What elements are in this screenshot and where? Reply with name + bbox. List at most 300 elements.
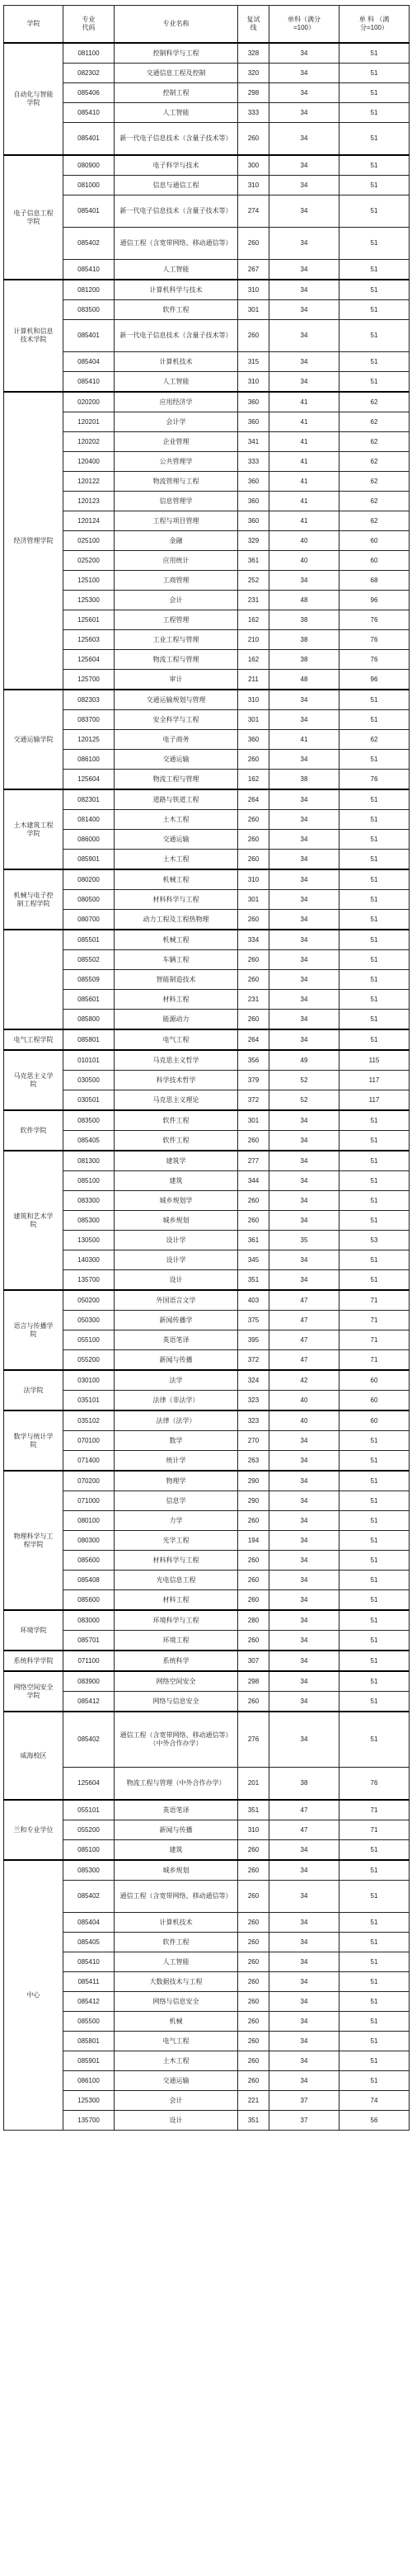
single-a-cell: 34 [269, 910, 339, 930]
single-b-cell: 51 [339, 1881, 410, 1913]
table-header-row [4, 6, 410, 44]
single-a-cell: 34 [269, 123, 339, 156]
total-cell: 260 [238, 830, 269, 850]
single-b-cell: 51 [339, 690, 410, 710]
single-a-cell: 34 [269, 1110, 339, 1131]
code-cell: 030501 [63, 1090, 115, 1111]
code-cell: 082302 [63, 64, 115, 83]
single-b-cell: 56 [339, 2111, 410, 2131]
name-cell: 土木工程 [115, 850, 238, 870]
college-cell [4, 930, 63, 1029]
single-a-cell: 34 [269, 1531, 339, 1551]
table-row [4, 2111, 410, 2131]
name-cell: 马克思主义哲学 [115, 1050, 238, 1071]
total-cell: 194 [238, 1531, 269, 1551]
single-a-cell: 47 [269, 1330, 339, 1350]
total-cell: 260 [238, 850, 269, 870]
code-cell: 135700 [63, 2111, 115, 2131]
total-cell: 333 [238, 452, 269, 472]
total-cell: 260 [238, 1131, 269, 1151]
code-cell: 085401 [63, 320, 115, 352]
name-cell: 材料科学与工程 [115, 1551, 238, 1571]
total-cell: 395 [238, 1330, 269, 1350]
single-a-cell: 34 [269, 890, 339, 910]
table-row [4, 930, 410, 950]
code-cell: 080100 [63, 1511, 115, 1531]
single-a-cell: 34 [269, 1972, 339, 1992]
code-cell: 083700 [63, 710, 115, 730]
table-row [4, 228, 410, 260]
single-b-cell: 51 [339, 1451, 410, 1472]
name-cell: 计算机科学与技术 [115, 280, 238, 300]
total-cell: 310 [238, 280, 269, 300]
single-a-cell: 34 [269, 372, 339, 393]
name-cell: 工程与项目管理 [115, 511, 238, 531]
total-cell: 298 [238, 1671, 269, 1692]
single-b-cell: 51 [339, 195, 410, 228]
name-cell: 物理学 [115, 1471, 238, 1491]
total-cell: 277 [238, 1151, 269, 1171]
name-cell: 信息管理学 [115, 492, 238, 511]
single-b-cell: 51 [339, 1992, 410, 2012]
single-b-cell: 60 [339, 1391, 410, 1411]
name-cell: 计算机技术 [115, 1913, 238, 1933]
single-a-cell: 41 [269, 511, 339, 531]
total-cell: 307 [238, 1651, 269, 1671]
name-cell: 大数据技术与工程 [115, 1972, 238, 1992]
single-b-cell: 51 [339, 1551, 410, 1571]
table-row [4, 64, 410, 83]
table-row [4, 1231, 410, 1250]
total-cell: 276 [238, 1712, 269, 1768]
single-a-cell: 42 [269, 1370, 339, 1391]
single-b-cell: 76 [339, 610, 410, 630]
code-cell: 085501 [63, 930, 115, 950]
code-cell: 130500 [63, 1231, 115, 1250]
single-b-cell: 51 [339, 1511, 410, 1531]
total-cell: 162 [238, 650, 269, 670]
single-b-cell: 76 [339, 650, 410, 670]
single-b-cell: 71 [339, 1290, 410, 1311]
name-cell: 土木工程 [115, 810, 238, 830]
code-cell: 085405 [63, 1131, 115, 1151]
table-row [4, 730, 410, 750]
single-a-cell: 34 [269, 571, 339, 591]
single-a-cell: 34 [269, 2032, 339, 2051]
name-cell: 工商管理 [115, 571, 238, 591]
single-a-cell: 41 [269, 730, 339, 750]
table-row [4, 1551, 410, 1571]
table-row [4, 392, 410, 412]
name-cell: 智能制造技术 [115, 970, 238, 990]
total-cell: 260 [238, 970, 269, 990]
total-cell: 260 [238, 2012, 269, 2032]
code-cell: 085800 [63, 1010, 115, 1030]
name-cell: 人工智能 [115, 103, 238, 123]
table-row [4, 1972, 410, 1992]
header-total: 复试 线 [238, 6, 269, 44]
code-cell: 085300 [63, 1211, 115, 1231]
single-a-cell: 34 [269, 1933, 339, 1952]
single-b-cell: 51 [339, 930, 410, 950]
single-b-cell: 51 [339, 1270, 410, 1291]
code-cell: 085408 [63, 1571, 115, 1590]
code-cell: 081400 [63, 810, 115, 830]
single-b-cell: 51 [339, 990, 410, 1010]
name-cell: 工程管理 [115, 610, 238, 630]
single-b-cell: 51 [339, 83, 410, 103]
single-b-cell: 62 [339, 492, 410, 511]
code-cell: 050300 [63, 1311, 115, 1330]
name-cell: 设计 [115, 1270, 238, 1291]
name-cell: 人工智能 [115, 1952, 238, 1972]
table-body [4, 43, 410, 2131]
name-cell: 新一代电子信息技术（含量子技术等） [115, 195, 238, 228]
total-cell: 264 [238, 1029, 269, 1050]
name-cell: 城乡规划 [115, 1211, 238, 1231]
name-cell: 外国语言文学 [115, 1290, 238, 1311]
name-cell: 机械 [115, 2012, 238, 2032]
single-a-cell: 34 [269, 1511, 339, 1531]
total-cell: 372 [238, 1350, 269, 1371]
total-cell: 360 [238, 472, 269, 492]
single-a-cell: 34 [269, 810, 339, 830]
table-row [4, 990, 410, 1010]
single-b-cell: 51 [339, 2012, 410, 2032]
college-cell: 电子信息工程 学院 [4, 155, 63, 280]
table-row [4, 472, 410, 492]
code-cell: 085405 [63, 1933, 115, 1952]
single-a-cell: 34 [269, 1952, 339, 1972]
total-cell: 252 [238, 571, 269, 591]
total-cell: 260 [238, 320, 269, 352]
total-cell: 260 [238, 1551, 269, 1571]
single-a-cell: 34 [269, 869, 339, 890]
single-b-cell: 51 [339, 103, 410, 123]
table-row [4, 531, 410, 551]
table-row [4, 1881, 410, 1913]
college-cell: 数学与统计学 院 [4, 1410, 63, 1471]
code-cell: 125601 [63, 610, 115, 630]
single-a-cell: 34 [269, 2051, 339, 2071]
total-cell: 260 [238, 1631, 269, 1651]
single-b-cell: 51 [339, 830, 410, 850]
single-b-cell: 51 [339, 1913, 410, 1933]
single-b-cell: 51 [339, 1211, 410, 1231]
code-cell: 085401 [63, 195, 115, 228]
table-row [4, 1431, 410, 1451]
table-row [4, 511, 410, 531]
single-b-cell: 62 [339, 472, 410, 492]
college-cell: 电气工程学院 [4, 1029, 63, 1050]
single-a-cell: 34 [269, 1131, 339, 1151]
total-cell: 328 [238, 43, 269, 64]
code-cell: 083900 [63, 1671, 115, 1692]
single-a-cell: 34 [269, 970, 339, 990]
code-cell: 081200 [63, 280, 115, 300]
name-cell: 公共管理学 [115, 452, 238, 472]
single-b-cell: 51 [339, 910, 410, 930]
single-b-cell: 51 [339, 789, 410, 810]
single-a-cell: 38 [269, 630, 339, 650]
single-b-cell: 51 [339, 1471, 410, 1491]
total-cell: 301 [238, 890, 269, 910]
table-row [4, 1290, 410, 1311]
total-cell: 260 [238, 950, 269, 970]
single-b-cell: 51 [339, 810, 410, 830]
name-cell: 电子科学与技术 [115, 155, 238, 176]
total-cell: 300 [238, 155, 269, 176]
total-cell: 260 [238, 910, 269, 930]
total-cell: 315 [238, 352, 269, 372]
table-row [4, 320, 410, 352]
code-cell: 085300 [63, 1860, 115, 1881]
total-cell: 260 [238, 1191, 269, 1211]
total-cell: 310 [238, 690, 269, 710]
single-a-cell: 34 [269, 750, 339, 770]
single-a-cell: 34 [269, 1270, 339, 1291]
table-row [4, 1651, 410, 1671]
name-cell: 网络空间安全 [115, 1671, 238, 1692]
single-a-cell: 48 [269, 670, 339, 690]
college-cell: 交通运输学院 [4, 690, 63, 789]
name-cell: 建筑 [115, 1171, 238, 1191]
code-cell: 085801 [63, 1029, 115, 1050]
single-a-cell: 40 [269, 1410, 339, 1431]
single-a-cell: 41 [269, 472, 339, 492]
single-a-cell: 34 [269, 1913, 339, 1933]
name-cell: 动力工程及工程热物理 [115, 910, 238, 930]
total-cell: 210 [238, 630, 269, 650]
single-a-cell: 41 [269, 412, 339, 432]
name-cell: 能源动力 [115, 1010, 238, 1030]
name-cell: 软件工程 [115, 300, 238, 320]
code-cell: 120201 [63, 412, 115, 432]
total-cell: 361 [238, 1231, 269, 1250]
name-cell: 新一代电子信息技术（含量子技术等） [115, 123, 238, 156]
total-cell: 260 [238, 2071, 269, 2091]
table-row [4, 1350, 410, 1371]
code-cell: 085402 [63, 1881, 115, 1913]
single-a-cell: 41 [269, 452, 339, 472]
table-row [4, 1071, 410, 1090]
name-cell: 建筑学 [115, 1151, 238, 1171]
table-row [4, 650, 410, 670]
name-cell: 新闻与传播 [115, 1350, 238, 1371]
code-cell: 085410 [63, 103, 115, 123]
code-cell: 085100 [63, 1171, 115, 1191]
total-cell: 260 [238, 1933, 269, 1952]
table-row [4, 1151, 410, 1171]
college-cell: 建筑和艺术学 院 [4, 1151, 63, 1290]
code-cell: 085600 [63, 1590, 115, 1611]
college-cell: 经济管理学院 [4, 392, 63, 690]
name-cell: 交通信息工程及控制 [115, 64, 238, 83]
single-b-cell: 60 [339, 551, 410, 571]
code-cell: 140300 [63, 1250, 115, 1270]
single-b-cell: 51 [339, 1590, 410, 1611]
total-cell: 360 [238, 511, 269, 531]
total-cell: 345 [238, 1250, 269, 1270]
single-a-cell: 34 [269, 228, 339, 260]
single-b-cell: 71 [339, 1350, 410, 1371]
single-b-cell: 51 [339, 1029, 410, 1050]
code-cell: 120202 [63, 432, 115, 452]
college-cell: 计算机和信息 技术学院 [4, 280, 63, 392]
single-a-cell: 34 [269, 1029, 339, 1050]
table-row [4, 551, 410, 571]
table-row [4, 869, 410, 890]
single-a-cell: 47 [269, 1311, 339, 1330]
total-cell: 260 [238, 228, 269, 260]
name-cell: 机械工程 [115, 869, 238, 890]
name-cell: 交通运输 [115, 750, 238, 770]
single-a-cell: 37 [269, 2091, 339, 2111]
code-cell: 085402 [63, 228, 115, 260]
name-cell: 统计学 [115, 1451, 238, 1472]
single-b-cell: 76 [339, 630, 410, 650]
code-cell: 080700 [63, 910, 115, 930]
code-cell: 025100 [63, 531, 115, 551]
table-row [4, 1571, 410, 1590]
table-row [4, 1913, 410, 1933]
college-cell: 自动化与智能 学院 [4, 43, 63, 155]
single-a-cell: 34 [269, 789, 339, 810]
name-cell: 力学 [115, 1511, 238, 1531]
single-a-cell: 34 [269, 1840, 339, 1861]
table-row [4, 1511, 410, 1531]
name-cell: 系统科学 [115, 1651, 238, 1671]
single-a-cell: 41 [269, 492, 339, 511]
single-a-cell: 34 [269, 1431, 339, 1451]
name-cell: 法律（法学） [115, 1410, 238, 1431]
table-row [4, 176, 410, 195]
name-cell: 控制工程 [115, 83, 238, 103]
name-cell: 城乡规划学 [115, 1191, 238, 1211]
single-a-cell: 52 [269, 1071, 339, 1090]
table-row [4, 300, 410, 320]
single-b-cell: 71 [339, 1330, 410, 1350]
name-cell: 软件工程 [115, 1131, 238, 1151]
total-cell: 298 [238, 83, 269, 103]
total-cell: 267 [238, 260, 269, 280]
table-row [4, 1800, 410, 1820]
code-cell: 050200 [63, 1290, 115, 1311]
code-cell: 070100 [63, 1431, 115, 1451]
table-row [4, 123, 410, 156]
table-row [4, 670, 410, 690]
table-row [4, 1860, 410, 1881]
single-a-cell: 34 [269, 155, 339, 176]
code-cell: 085410 [63, 372, 115, 393]
single-b-cell: 51 [339, 950, 410, 970]
code-cell: 085412 [63, 1692, 115, 1712]
total-cell: 260 [238, 1860, 269, 1881]
table-row [4, 2012, 410, 2032]
table-row [4, 1131, 410, 1151]
single-b-cell: 60 [339, 1410, 410, 1431]
college-cell: 威海校区 [4, 1712, 63, 1800]
table-row [4, 1050, 410, 1071]
table-row [4, 280, 410, 300]
table-row [4, 155, 410, 176]
table-row [4, 750, 410, 770]
total-cell: 264 [238, 789, 269, 810]
header-single-a: 单科（满分 =100） [269, 6, 339, 44]
name-cell: 土木工程 [115, 2051, 238, 2071]
table-row [4, 1671, 410, 1692]
college-cell: 网络空间安全 学院 [4, 1671, 63, 1712]
single-b-cell: 51 [339, 300, 410, 320]
table-row [4, 1110, 410, 1131]
name-cell: 电子商务 [115, 730, 238, 750]
header-name: 专业名称 [115, 6, 238, 44]
single-a-cell: 34 [269, 1250, 339, 1270]
table-row [4, 1250, 410, 1270]
college-cell: 系统科学学院 [4, 1651, 63, 1671]
name-cell: 环境工程 [115, 1631, 238, 1651]
score-table [3, 5, 410, 2131]
name-cell: 会计 [115, 2091, 238, 2111]
total-cell: 333 [238, 103, 269, 123]
code-cell: 135700 [63, 1270, 115, 1291]
total-cell: 310 [238, 1820, 269, 1840]
name-cell: 物流管理与工程 [115, 472, 238, 492]
single-b-cell: 51 [339, 176, 410, 195]
single-a-cell: 52 [269, 1090, 339, 1111]
total-cell: 361 [238, 551, 269, 571]
single-b-cell: 51 [339, 850, 410, 870]
total-cell: 360 [238, 730, 269, 750]
total-cell: 231 [238, 591, 269, 610]
name-cell: 软件工程 [115, 1933, 238, 1952]
name-cell: 英语笔译 [115, 1800, 238, 1820]
total-cell: 221 [238, 2091, 269, 2111]
code-cell: 070200 [63, 1471, 115, 1491]
single-b-cell: 51 [339, 43, 410, 64]
table-row [4, 1840, 410, 1861]
single-a-cell: 34 [269, 1992, 339, 2012]
name-cell: 计算机技术 [115, 352, 238, 372]
table-row [4, 890, 410, 910]
name-cell: 会计学 [115, 412, 238, 432]
code-cell: 055200 [63, 1820, 115, 1840]
total-cell: 260 [238, 1952, 269, 1972]
single-a-cell: 34 [269, 103, 339, 123]
total-cell: 310 [238, 372, 269, 393]
total-cell: 290 [238, 1491, 269, 1511]
name-cell: 网络与信息安全 [115, 1692, 238, 1712]
single-a-cell: 38 [269, 650, 339, 670]
single-b-cell: 51 [339, 970, 410, 990]
single-a-cell: 34 [269, 83, 339, 103]
name-cell: 通信工程（含宽带网络、移动通信等） [115, 228, 238, 260]
single-a-cell: 38 [269, 1768, 339, 1801]
total-cell: 360 [238, 392, 269, 412]
name-cell: 审计 [115, 670, 238, 690]
name-cell: 应用经济学 [115, 392, 238, 412]
name-cell: 物流工程与管理 [115, 650, 238, 670]
single-a-cell: 35 [269, 1231, 339, 1250]
table-row [4, 2071, 410, 2091]
code-cell: 083500 [63, 1110, 115, 1131]
code-cell: 125700 [63, 670, 115, 690]
table-row [4, 1471, 410, 1491]
code-cell: 071400 [63, 1451, 115, 1472]
single-a-cell: 34 [269, 710, 339, 730]
single-b-cell: 74 [339, 2091, 410, 2111]
name-cell: 网络与信息安全 [115, 1992, 238, 2012]
